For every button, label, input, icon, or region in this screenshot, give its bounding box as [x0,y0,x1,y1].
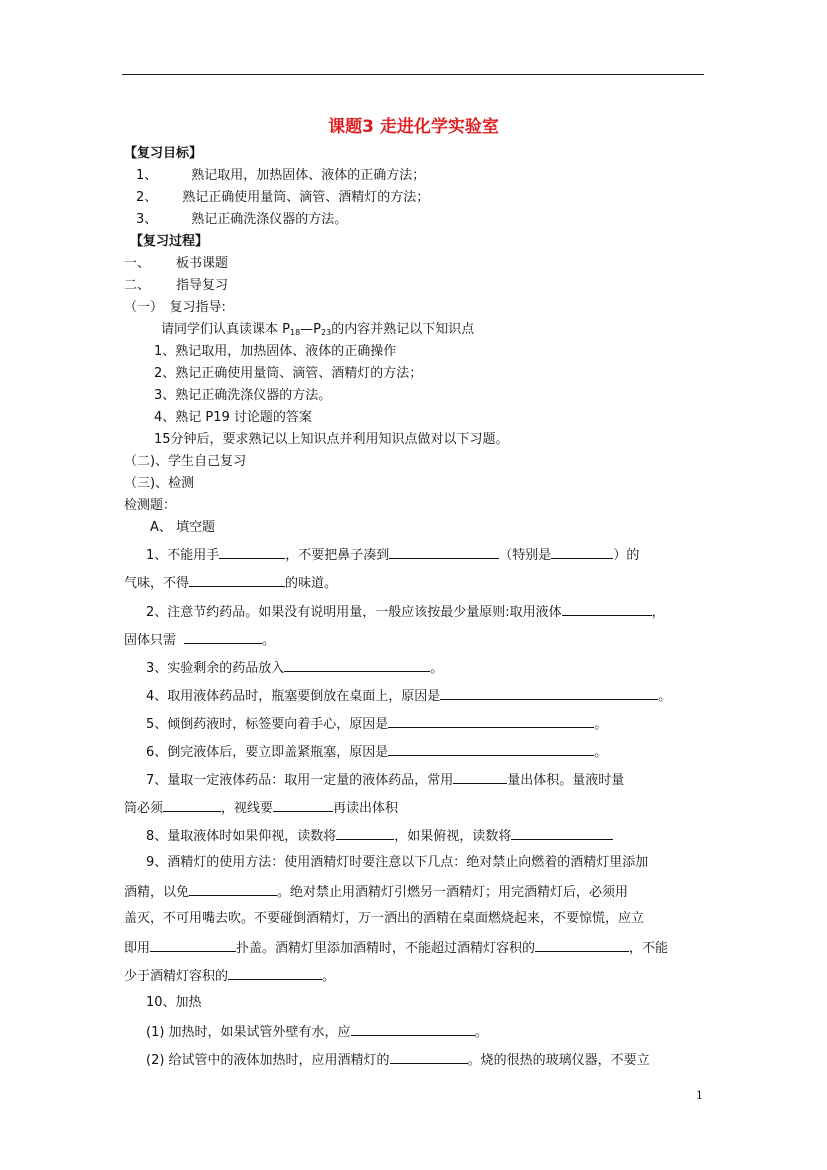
answer-blank[interactable] [189,883,277,896]
answer-blank[interactable] [336,827,394,840]
question-1-cont: 气味，不得 的味道。 [124,576,338,591]
question-9-cont: 酒精，以免 。绝对禁止用酒精灯引燃另一酒精灯；用完酒精灯后，必须用 [124,885,629,900]
knowledge-item: 2、熟记正确使用量筒、滴管、酒精灯的方法； [154,366,423,381]
question-9-cont: 少于酒精灯容积的 。 [124,969,336,984]
answer-blank[interactable] [228,967,322,980]
answer-blank[interactable] [189,574,285,587]
header-rule [122,74,704,75]
check-questions-label: 检测题： [124,498,177,513]
page-title: 课题3 走进化学实验室 [328,117,499,137]
check-heading: （三)、检测 [124,476,195,491]
read-instruction: 请同学们认真读课本 $P_{18}—P_{23}$的内容并熟记以下知识点 [161,322,475,337]
process-heading: 【复习过程】 [130,234,209,249]
answer-blank[interactable] [351,1023,475,1036]
answer-blank[interactable] [453,771,507,784]
answer-blank[interactable] [163,799,221,812]
question-2: 2、注意节约药品。如果没有说明用量，一般应该按最少量原则:取用液体 ， [146,605,665,620]
goal-item: 3、 熟记正确洗涤仪器的方法。 [136,212,348,227]
page-number: 1 [696,1089,703,1102]
answer-blank[interactable] [389,546,499,559]
question-3: 3、实验剩余的药品放入 。 [146,661,444,676]
goal-item: 1、 熟记取用，加热固体、液体的正确方法； [136,168,426,183]
answer-blank[interactable] [150,939,236,952]
question-8: 8、量取液体时如果仰视，读数将 ，如果俯视，读数将 [146,827,613,845]
self-review: （二)、学生自己复习 [124,454,247,469]
answer-blank[interactable] [562,603,652,616]
question-4: 4、取用液体药品时，瓶塞要倒放在桌面上，原因是 。 [146,689,672,704]
section-item: 一、 板书课题 [124,256,229,271]
question-7: 7、量取一定液体药品：取用一定量的液体药品，常用 量出体积。量液时量 [146,773,625,788]
answer-blank[interactable] [390,1051,468,1064]
answer-blank[interactable] [535,939,629,952]
answer-blank[interactable] [284,659,430,672]
guide-heading: （一） 复习指导: [124,300,226,315]
question-1: 1、不能用手 ，不要把鼻子凑到 （特别是 ）的 [146,548,640,563]
answer-blank[interactable] [511,827,613,840]
question-9-cont: 即用 扑盖。酒精灯里添加酒精时，不能超过酒精灯容积的 ，不能 [124,941,669,956]
question-9-cont: 盖灭，不可用嘴去吹。不要碰倒酒精灯，万一洒出的酒精在桌面燃烧起来，不要惊慌，应立 [124,911,645,926]
answer-blank[interactable] [273,799,333,812]
answer-blank[interactable] [388,715,594,728]
question-10-1: (1) 加热时，如果试管外壁有水，应 。 [146,1025,488,1040]
question-10-2: (2) 给试管中的液体加热时，应用酒精灯的 。烧的很热的玻璃仪器，不要立 [146,1053,650,1068]
part-a-heading: A、 填空题 [150,520,216,535]
knowledge-item: 3、熟记正确洗涤仪器的方法。 [154,388,332,403]
goal-item: 2、 熟记正确使用量筒、滴管、酒精灯的方法； [136,190,430,205]
answer-blank[interactable] [388,743,594,756]
question-10: 10、加热 [146,995,202,1010]
instruction-15min: 15分钟后，要求熟记以上知识点并利用知识点做对以下习题。 [154,432,509,447]
knowledge-item: 1、熟记取用，加热固体、液体的正确操作 [154,344,397,359]
knowledge-item: 4、熟记 P19 讨论题的答案 [154,410,312,425]
question-9: 9、酒精灯的使用方法：使用酒精灯时要注意以下几点：绝对禁止向燃着的酒精灯里添加 [146,855,649,870]
answer-blank[interactable] [551,546,613,559]
goals-heading: 【复习目标】 [124,146,203,161]
question-7-cont: 筒必须 ，视线要 再读出体积 [124,801,399,816]
question-6: 6、倒完液体后，要立即盖紧瓶塞，原因是 。 [146,745,608,760]
answer-blank[interactable] [184,631,262,644]
answer-blank[interactable] [219,546,285,559]
answer-blank[interactable] [440,687,658,700]
question-2-cont: 固体只需 。 [124,633,276,648]
section-item: 二、 指导复习 [124,278,229,293]
question-5: 5、倾倒药液时，标签要向着手心，原因是 。 [146,717,608,732]
